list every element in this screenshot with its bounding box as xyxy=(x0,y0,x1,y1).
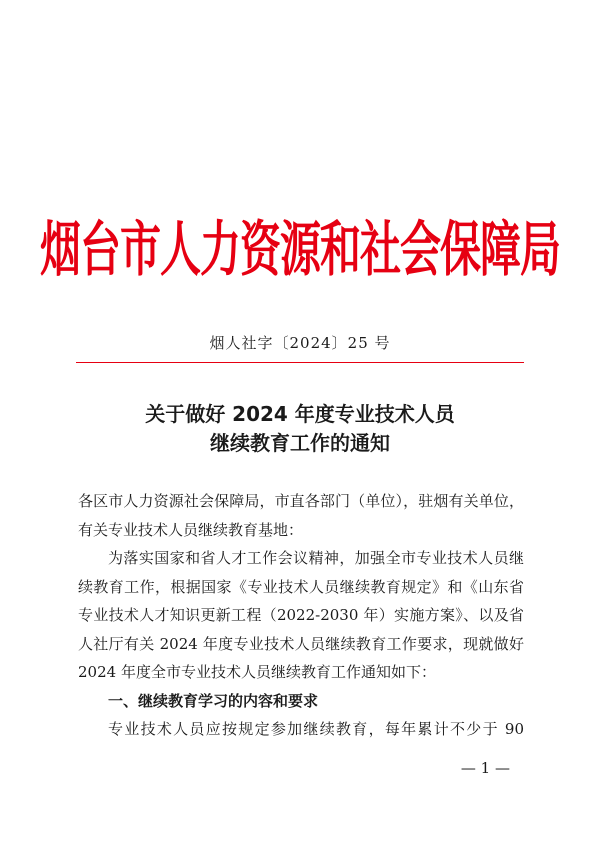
red-divider-line xyxy=(76,362,524,363)
document-number: 烟人社字〔2024〕25 号 xyxy=(209,334,391,352)
document-title-line-2: 继续教育工作的通知 xyxy=(210,431,390,455)
recipients-paragraph: 各区市人力资源社会保障局，市直各部门（单位），驻烟有关单位，有关专业技术人员继续教育基地： xyxy=(78,492,524,539)
document-title-line-1: 关于做好 2024 年度专业技术人员 xyxy=(145,402,455,426)
document-body xyxy=(78,487,524,744)
issuing-authority-title: 烟台市人力资源和社会保障局 xyxy=(40,214,560,285)
intro-paragraph: 为落实国家和省人才工作会议精神，加强全市专业技术人员继续教育工作，根据国家《专业技术人员继续教育规定》和《山东省专业技术人才知识更新工程（2022-2030 年）实施方案》、以及省人社厅有关 2024 年度专业技术人员继续教育工作要求，现就做好 2024 年度全市专业技术人员继续教育工作通知如下： xyxy=(78,549,524,681)
section-heading-1: 一、继续教育学习的内容和要求 xyxy=(108,691,319,710)
document-title xyxy=(0,400,600,458)
page-number: — 1 — xyxy=(460,759,510,777)
section-1-paragraph: 专业技术人员应按规定参加继续教育，每年累计不少于 90 xyxy=(108,720,524,738)
